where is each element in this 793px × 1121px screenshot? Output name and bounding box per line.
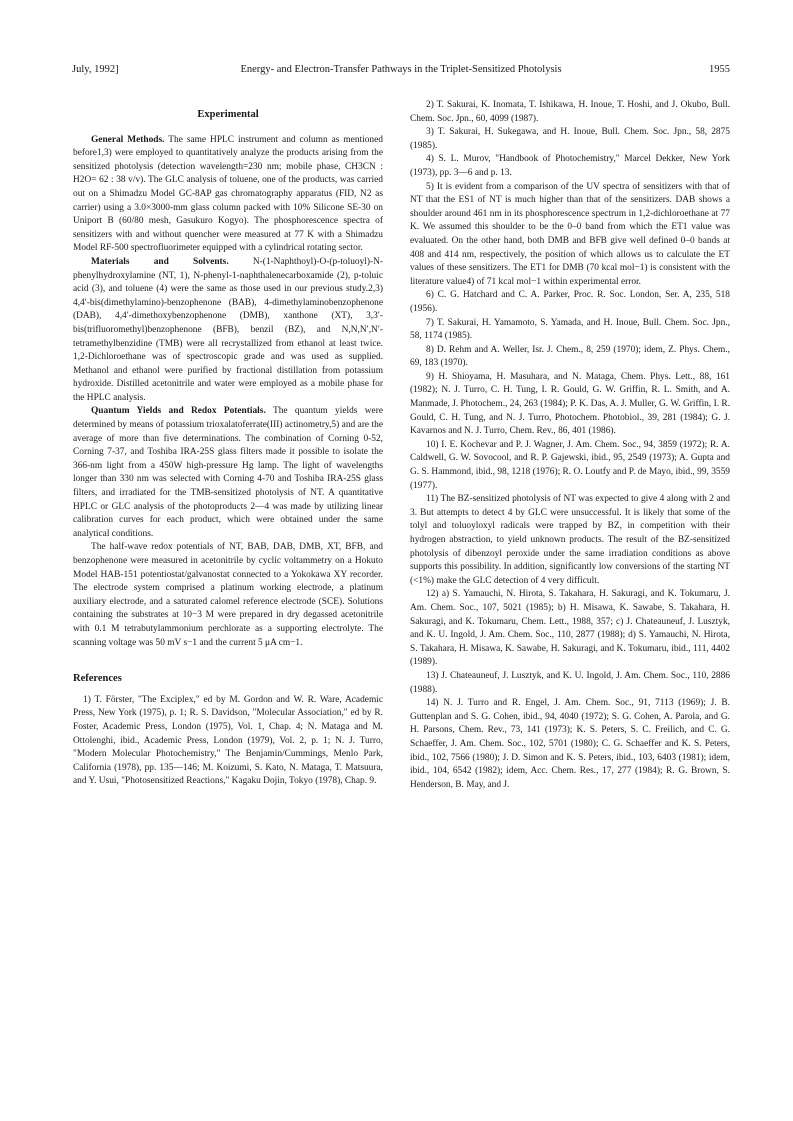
issue-date: July, 1992] — [72, 64, 119, 75]
reference-item: 8) D. Rehm and A. Weller, Isr. J. Chem., 8, 259 (1970); idem, Z. Phys. Chem., 69, 183 (1970). — [410, 344, 730, 369]
reference-item: 6) C. G. Hatchard and C. A. Parker, Proc. R. Soc. London, Ser. A, 235, 518 (1956). — [410, 290, 730, 314]
reference-item: 3) T. Sakurai, H. Sukegawa, and H. Inoue, Bull. Chem. Soc. Jpn., 58, 2875 (1985). — [410, 127, 730, 151]
reference-item: 14) N. J. Turro and R. Engel, J. Am. Chem. Soc., 91, 7113 (1969); J. B. Guttenplan and S. G. Cohen, ibid., 94, 4040 (1972); S. G. Cohen, A. Parola, and G. H. Parsons, Chem. Rev., 73, 141 (1973); K. S. Peters, S. C. Freilich, and C. G. Schaeffer, J. Am. Chem. Soc., 102, 5701 (1980); C. G. Schaeffer and K. S. Peters, ibid., 102, 7566 (1980); J. D. Simon and K. S. Peters, ibid., 103, 6403 (1981); idem, ibid., 104, 6542 (1982); idem, Acc. Chem. Res., 17, 277 (1984); R. G. Brown, S. Henderson, B. May, and J. — [410, 698, 730, 790]
reference-item: 10) I. E. Kochevar and P. J. Wagner, J. Am. Chem. Soc., 94, 3859 (1972); R. A. Caldwell, G. W. Sovocool, and R. P. Gajewski, ibid., 95, 2549 (1973); A. Gupta and G. S. Hammond, ibid., 98, 1218 (1976); R. O. Loutfy and P. de Mayo, ibid., 99, 3559 (1977). — [410, 439, 730, 491]
running-header — [72, 64, 730, 80]
general-methods-title: General Methods. — [91, 134, 165, 145]
left-column — [73, 100, 383, 789]
reference-item: 4) S. L. Murov, "Handbook of Photochemistry," Marcel Dekker, New York (1973), pp. 3—6 and p. 13. — [410, 154, 730, 178]
reference-item: 1) T. Förster, "The Exciplex," ed by M. Gordon and W. R. Ware, Academic Press, New York (1975), p. 1; R. S. Davidson, "Molecular Association," ed by R. Foster, Academic Press, London (1975), Vol. 1, Chap. 4; N. Mataga and M. Ottolenghi, ibid., Academic Press, London (1979), Vol. 2, p. 1; N. J. Turro, "Modern Molecular Photochemistry," The Benjamin/Cummings, Menlo Park, California (1978), pp. 135—146; M. Koizumi, S. Kato, N. Mataga, T. Matsuura, and Y. Usui, "Photosensitized Reactions," Kagaku Dojin, Tokyo (1978), Chap. 9. — [73, 694, 383, 787]
reference-item: 5) It is evident from a comparison of the UV spectra of sensitizers with that of NT that the ES1 of NT is much higher than that of the sensitizers. DAB shows a shoulder around 461 nm in its phosphorescence spectrum in 1,2-dichloroethane at 77 K. We assumed this shoulder to be the 0–0 band from which the ET1 value was evaluated. On the other hand, both DMB and BFB give well defined 0–0 bands at 408 and 414 nm, respectively, the position of which allows us to calculate the ET values of these sensitizers. The ET1 for DMB (70 kcal mol−1) is consistent with the literature value4) of 71 kcal mol−1 within experimental error. — [410, 181, 730, 287]
reference-item: 11) The BZ-sensitized photolysis of NT was expected to give 4 along with 2 and 3. But attempts to detect 4 by GLC were unsuccessful. It is likely that some of the tolyl and toluoyloxyl radicals were trapped by BZ, in competition with their hydrogen abstraction, to yield unknown products. The result of the BZ-sensitized photolysis of dibenzoyl peroxide under the same irradiation conditions as above supports this possibility. In addition, significantly low conversions of the starting NT (<1%) make the GLC detection of 4 very difficult. — [410, 494, 730, 586]
quantum-yields-text: The quantum yields were determined by means of potassium trioxalatoferrate(III) actinometry,5) and are the average of more than five determinations. The combination of Corning 0-52, Corning 7-37, and Toshiba IRA-25S glass filters made it possible to isolate the 366-nm light from a 450W high-pressure Hg lamp. The light of wavelengths longer than 330 nm was selected with Corning 4-70 and Toshiba IRA-25S glass filters, and irradiated for the TMB-sensitized photolysis of NT. A quantitative HPLC or GLC analysis of the photoproducts 2—4 was made by utilizing linear calibration curves for each product, which were obtained under the same analytical conditions. — [73, 406, 384, 539]
running-title: Energy- and Electron-Transfer Pathways in the Triplet-Sensitized Photolysis — [240, 64, 562, 75]
reference-item: 13) J. Chateauneuf, J. Lusztyk, and K. U. Ingold, J. Am. Chem. Soc., 110, 2886 (1988). — [410, 670, 730, 695]
reference-item: 9) H. Shioyama, H. Masuhara, and N. Mataga, Chem. Phys. Lett., 88, 161 (1982); N. J. Turro, C. H. Tung, I. R. Gould, G. W. Griffin, R. L. Smith, and A. Manmade, J. Photochem., 24, 263 (1984); P. K. Das, A. J. Muller, G. W. Griffin, I. R. Gould, C. H. Tung, and N. J. Turro, Photochem. Photobiol., 39, 281 (1984); G. J. Kavarnos and N. J. Turro, Chem. Rev., 86, 401 (1986). — [410, 371, 730, 437]
general-methods-text: The same HPLC instrument and column as mentioned before1,3) were employed to quantitatively analyze the products arising from the sensitized photolysis (detection wavelength=230 nm; mobile phase, CH3CN : H2O= 62 : 38 v/v). The GLC analysis of toluene, one of the products, was carried out on a Shimadzu Model GC-8AP gas chromatography apparatus (FID, N2 as carrier) using a 3.0×3000-mm glass column packed with 10% Silicone SE-30 on Uniport B (60/80 mesh, Gasukuro Kogyo). The phosphorescence spectra of sensitizers with and without quencher were measured at 77 K with a Shimadzu Model RF-500 spectrofluorimeter equipped with a cylindrical rotating sector. — [73, 134, 383, 254]
quantum-yields-title: Quantum Yields and Redox Potentials. — [91, 406, 266, 417]
paragraph-materials — [73, 256, 383, 406]
paragraph-general-methods — [73, 134, 383, 256]
reference-item: 12) a) S. Yamauchi, N. Hirota, S. Takahara, H. Sakuragi, and K. Tokumaru, J. Am. Chem. Soc., 107, 5021 (1985); b) H. Misawa, K. Sawabe, S. Takahara, H. Sakuragi, and K. Tokumaru, Chem. Lett., 1988, 357; c) J. Chateauneuf, J. Lusztyk, and K. U. Ingold, J. Am. Chem. Soc., 110, 2877 (1988); d) S. Yamauchi, N. Hirota, S. Takahara, H. Misawa, K. Sawabe, H. Sakuragi, and K. Tokumaru, ibid., 111, 4402 (1989). — [410, 589, 730, 668]
paragraph-redox-potentials: The half-wave redox potentials of NT, BAB, DAB, DMB, XT, BFB, and benzophenone were measured in acetonitrile by cyclic voltammetry on a Hokuto Model HAB-151 potentiostat/galvanostat connected to a Yokokawa XY recorder. The electrode system comprised a platinum working electrode, a platinum auxiliary electrode, and a saturated calomel reference electrode (SCE). Solutions containing the substrates at 10−3 M were prepared in dry degassed acetonitrile with 0.1 M tetrabutylammonium perchlorate as a supporting electrolyte. The scanning voltage was 50 mV s−1 and the current 5 μA cm−1. — [73, 542, 383, 648]
materials-title: Materials and Solvents. — [91, 256, 229, 267]
materials-text: N-(1-Naphthoyl)-O-(p-toluoyl)-N-phenylhydroxylamine (NT, 1), N-phenyl-1-naphthalenecarboxamide (2), p-toluic acid (3), and toluene (4) were the same as those used in our previous study.2,3) 4,4′-bis(dimethylamino)-benzophenone (BAB), 4-dimethylaminobenzophenone (DAB), 4,4′-dimethoxybenzophenone (DMB), xanthone (XT), 3,3′-bis(trifluoromethyl)benzophenone (BFB), benzil (BZ), and N,N,N′,N′-tetramethylbenzidine (TMB) were all recrystallized from ethanol at least twice. 1,2-Dichloroethane was of spectroscopic grade and was used as supplied. Methanol and ethanol were purified by fractional distillation from potassium hydroxide. Distilled acetonitrile and water were employed as a mobile phase for the HPLC analysis. — [73, 256, 384, 403]
right-column — [410, 99, 730, 792]
page-number: 1955 — [709, 64, 730, 75]
section-heading-experimental: Experimental — [197, 109, 259, 120]
reference-item: 7) T. Sakurai, H. Yamamoto, S. Yamada, and H. Inoue, Bull. Chem. Soc. Jpn., 58, 1174 (1985). — [410, 317, 730, 342]
reference-item: 2) T. Sakurai, K. Inomata, T. Ishikawa, H. Inoue, T. Hoshi, and J. Okubo, Bull. Chem. Soc. Jpn., 60, 4099 (1987). — [410, 100, 730, 124]
section-heading-references: References — [73, 673, 122, 685]
paragraph-quantum-yields — [73, 405, 383, 541]
